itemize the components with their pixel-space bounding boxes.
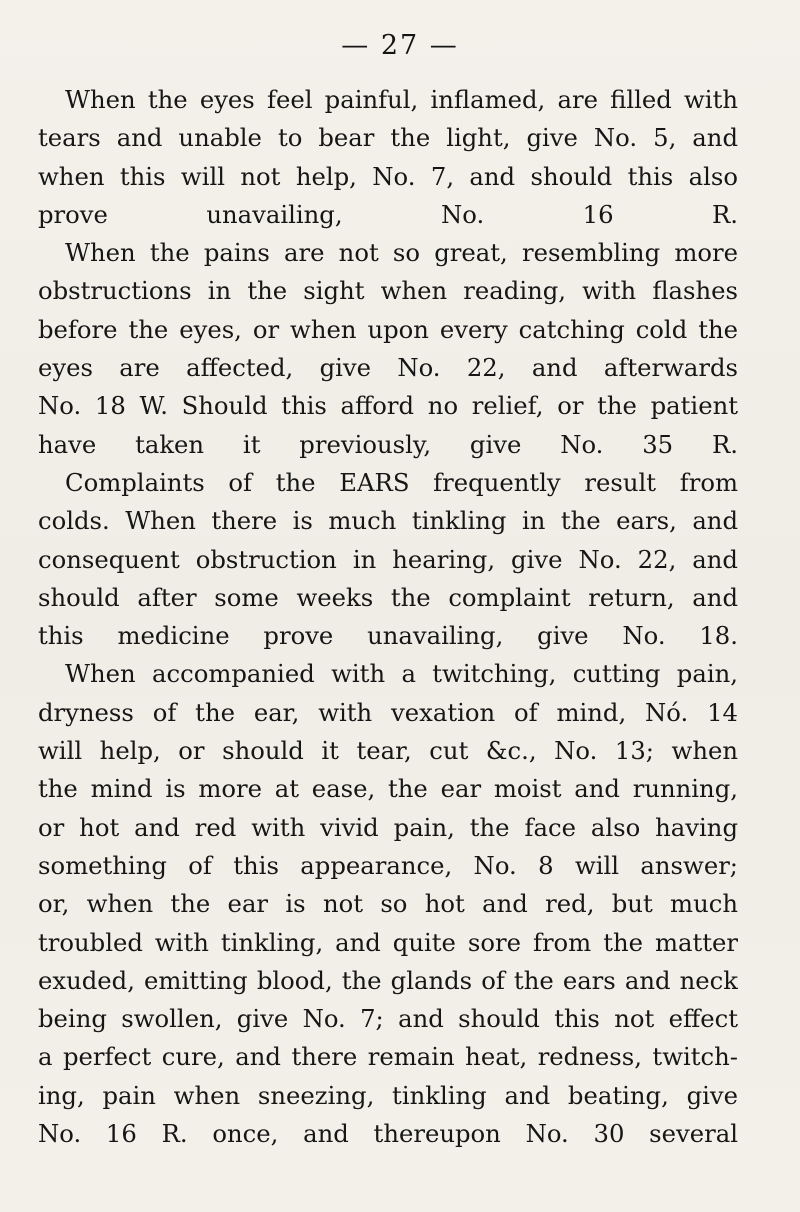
- text-line: obstructions in the sight when reading, with flashes: [38, 276, 738, 306]
- text-line: colds. When there is much tinkling in the ears, and: [38, 506, 738, 536]
- text-line: something of this appearance, No. 8 will answer;: [38, 850, 738, 880]
- text-line: a perfect cure, and there remain heat, redness, twitch-: [38, 1042, 738, 1072]
- text-line: ing, pain when sneezing, tinkling and beating, give: [38, 1080, 738, 1110]
- text-line: When accompanied with a twitching, cutting pain,: [65, 659, 738, 689]
- text-line: have taken it previously, give No. 35 R.: [38, 429, 738, 459]
- text-line: before the eyes, or when upon every catching cold the: [38, 314, 738, 344]
- text-line: consequent obstruction in hearing, give No. 22, and: [38, 544, 738, 574]
- body-text: [38, 81, 738, 1153]
- text-line: or hot and red with vivid pain, the face also having: [38, 812, 738, 842]
- text-line: this medicine prove unavailing, give No. 18.: [38, 621, 738, 651]
- text-line: eyes are affected, give No. 22, and afterwards: [38, 353, 738, 383]
- text-line: prove unavailing, No. 16 R.: [38, 199, 738, 229]
- text-line: being swollen, give No. 7; and should this not effect: [38, 1004, 738, 1034]
- text-line: Complaints of the EARS frequently result from: [65, 467, 738, 497]
- text-line: the mind is more at ease, the ear moist and running,: [38, 774, 738, 804]
- text-line: exuded, emitting blood, the glands of the ears and neck: [38, 965, 738, 995]
- page-number: — 27 —: [341, 30, 459, 61]
- text-line: When the eyes feel painful, inflamed, are filled with: [65, 85, 738, 114]
- text-line: will help, or should it tear, cut &c., No. 13; when: [38, 736, 738, 766]
- text-line: No. 18 W. Should this afford no relief, or the patient: [38, 391, 738, 421]
- text-line: troubled with tinkling, and quite sore from the matter: [38, 927, 738, 957]
- text-line: When the pains are not so great, resembling more: [65, 238, 738, 268]
- text-line: or, when the ear is not so hot and red, but much: [38, 889, 738, 919]
- text-line: should after some weeks the complaint return, and: [38, 582, 738, 612]
- text-line: No. 16 R. once, and thereupon No. 30 several: [38, 1119, 738, 1149]
- text-line: tears and unable to bear the light, give No. 5, and: [38, 123, 738, 153]
- text-line: when this will not help, No. 7, and should this also: [38, 161, 738, 191]
- text-line: dryness of the ear, with vexation of mind, Nó. 14: [38, 697, 738, 727]
